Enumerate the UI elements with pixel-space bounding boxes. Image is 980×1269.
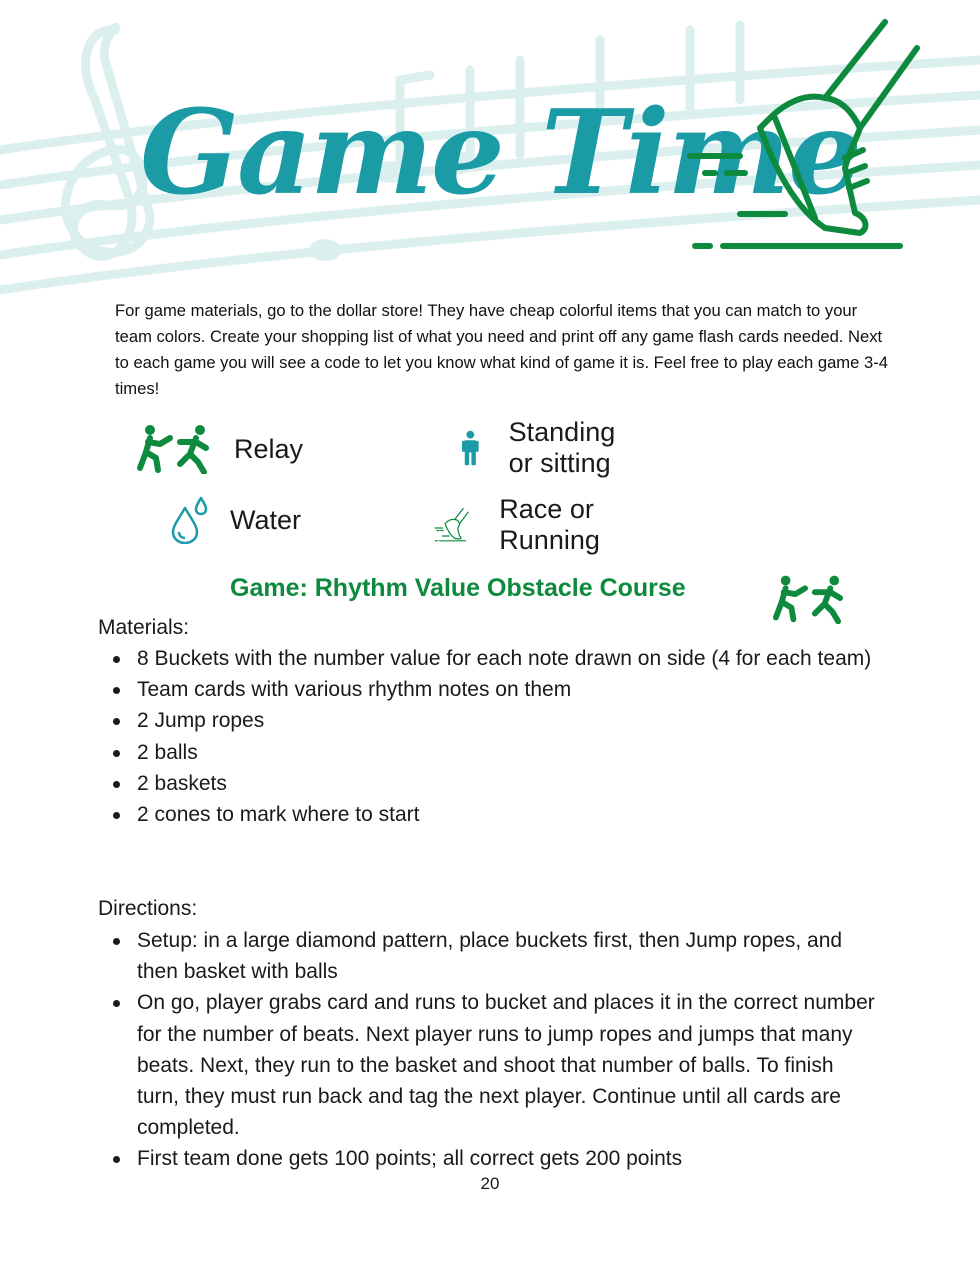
water-drops-icon <box>170 496 210 544</box>
list-item: 8 Buckets with the number value for each note drawn on side (4 for each team) <box>110 643 880 674</box>
list-item: 2 baskets <box>110 768 880 799</box>
materials-label: Materials: <box>98 616 190 639</box>
person-standing-icon <box>462 417 479 479</box>
game-title: Game: Rhythm Value Obstacle Course <box>230 574 686 602</box>
legend-standing <box>462 417 629 479</box>
legend-label-relay: Relay <box>234 433 304 464</box>
list-item: First team done gets 100 points; all correct gets 200 points <box>110 1143 880 1174</box>
intro-paragraph: For game materials, go to the dollar store! They have cheap colorful items that you can match to your team colors. Create your shopping list of what you need and print off any game flash cards needed. Next to each game you will see a code to let you know what kind of game it is. Feel free to play each game 3-4 times! <box>115 301 888 398</box>
legend-water <box>170 496 301 544</box>
list-item: 2 Jump ropes <box>110 705 880 736</box>
list-item: Team cards with various rhythm notes on them <box>110 674 880 705</box>
legend-race <box>434 494 623 556</box>
list-item: On go, player grabs card and runs to bucket and places it in the correct number for the number of beats. Next player runs to jump ropes and jumps that many beats. Next, they run to the basket and shoot that number of balls. To finish turn, they must run back and tag the next player. Continue until all cards are completed. <box>110 987 880 1143</box>
directions-label: Directions: <box>98 897 198 920</box>
directions-list <box>110 925 880 1175</box>
running-sneaker-icon <box>434 496 469 554</box>
legend-relay <box>136 424 303 474</box>
legend-label-standing: Standing or sitting <box>508 417 616 478</box>
legend-label-water: Water <box>230 504 302 535</box>
list-item: 2 cones to mark where to start <box>110 799 880 830</box>
list-item: Setup: in a large diamond pattern, place buckets first, then Jump ropes, and then basket with balls <box>110 925 880 987</box>
relay-runners-icon <box>772 574 844 624</box>
page-title: Game Time <box>140 85 861 221</box>
list-item: 2 balls <box>110 737 880 768</box>
relay-runners-icon <box>136 424 210 474</box>
running-sneaker-icon <box>685 18 920 258</box>
page-number: 20 <box>480 1174 500 1193</box>
materials-list <box>110 643 880 830</box>
legend-label-race: Race or Running <box>499 494 600 555</box>
